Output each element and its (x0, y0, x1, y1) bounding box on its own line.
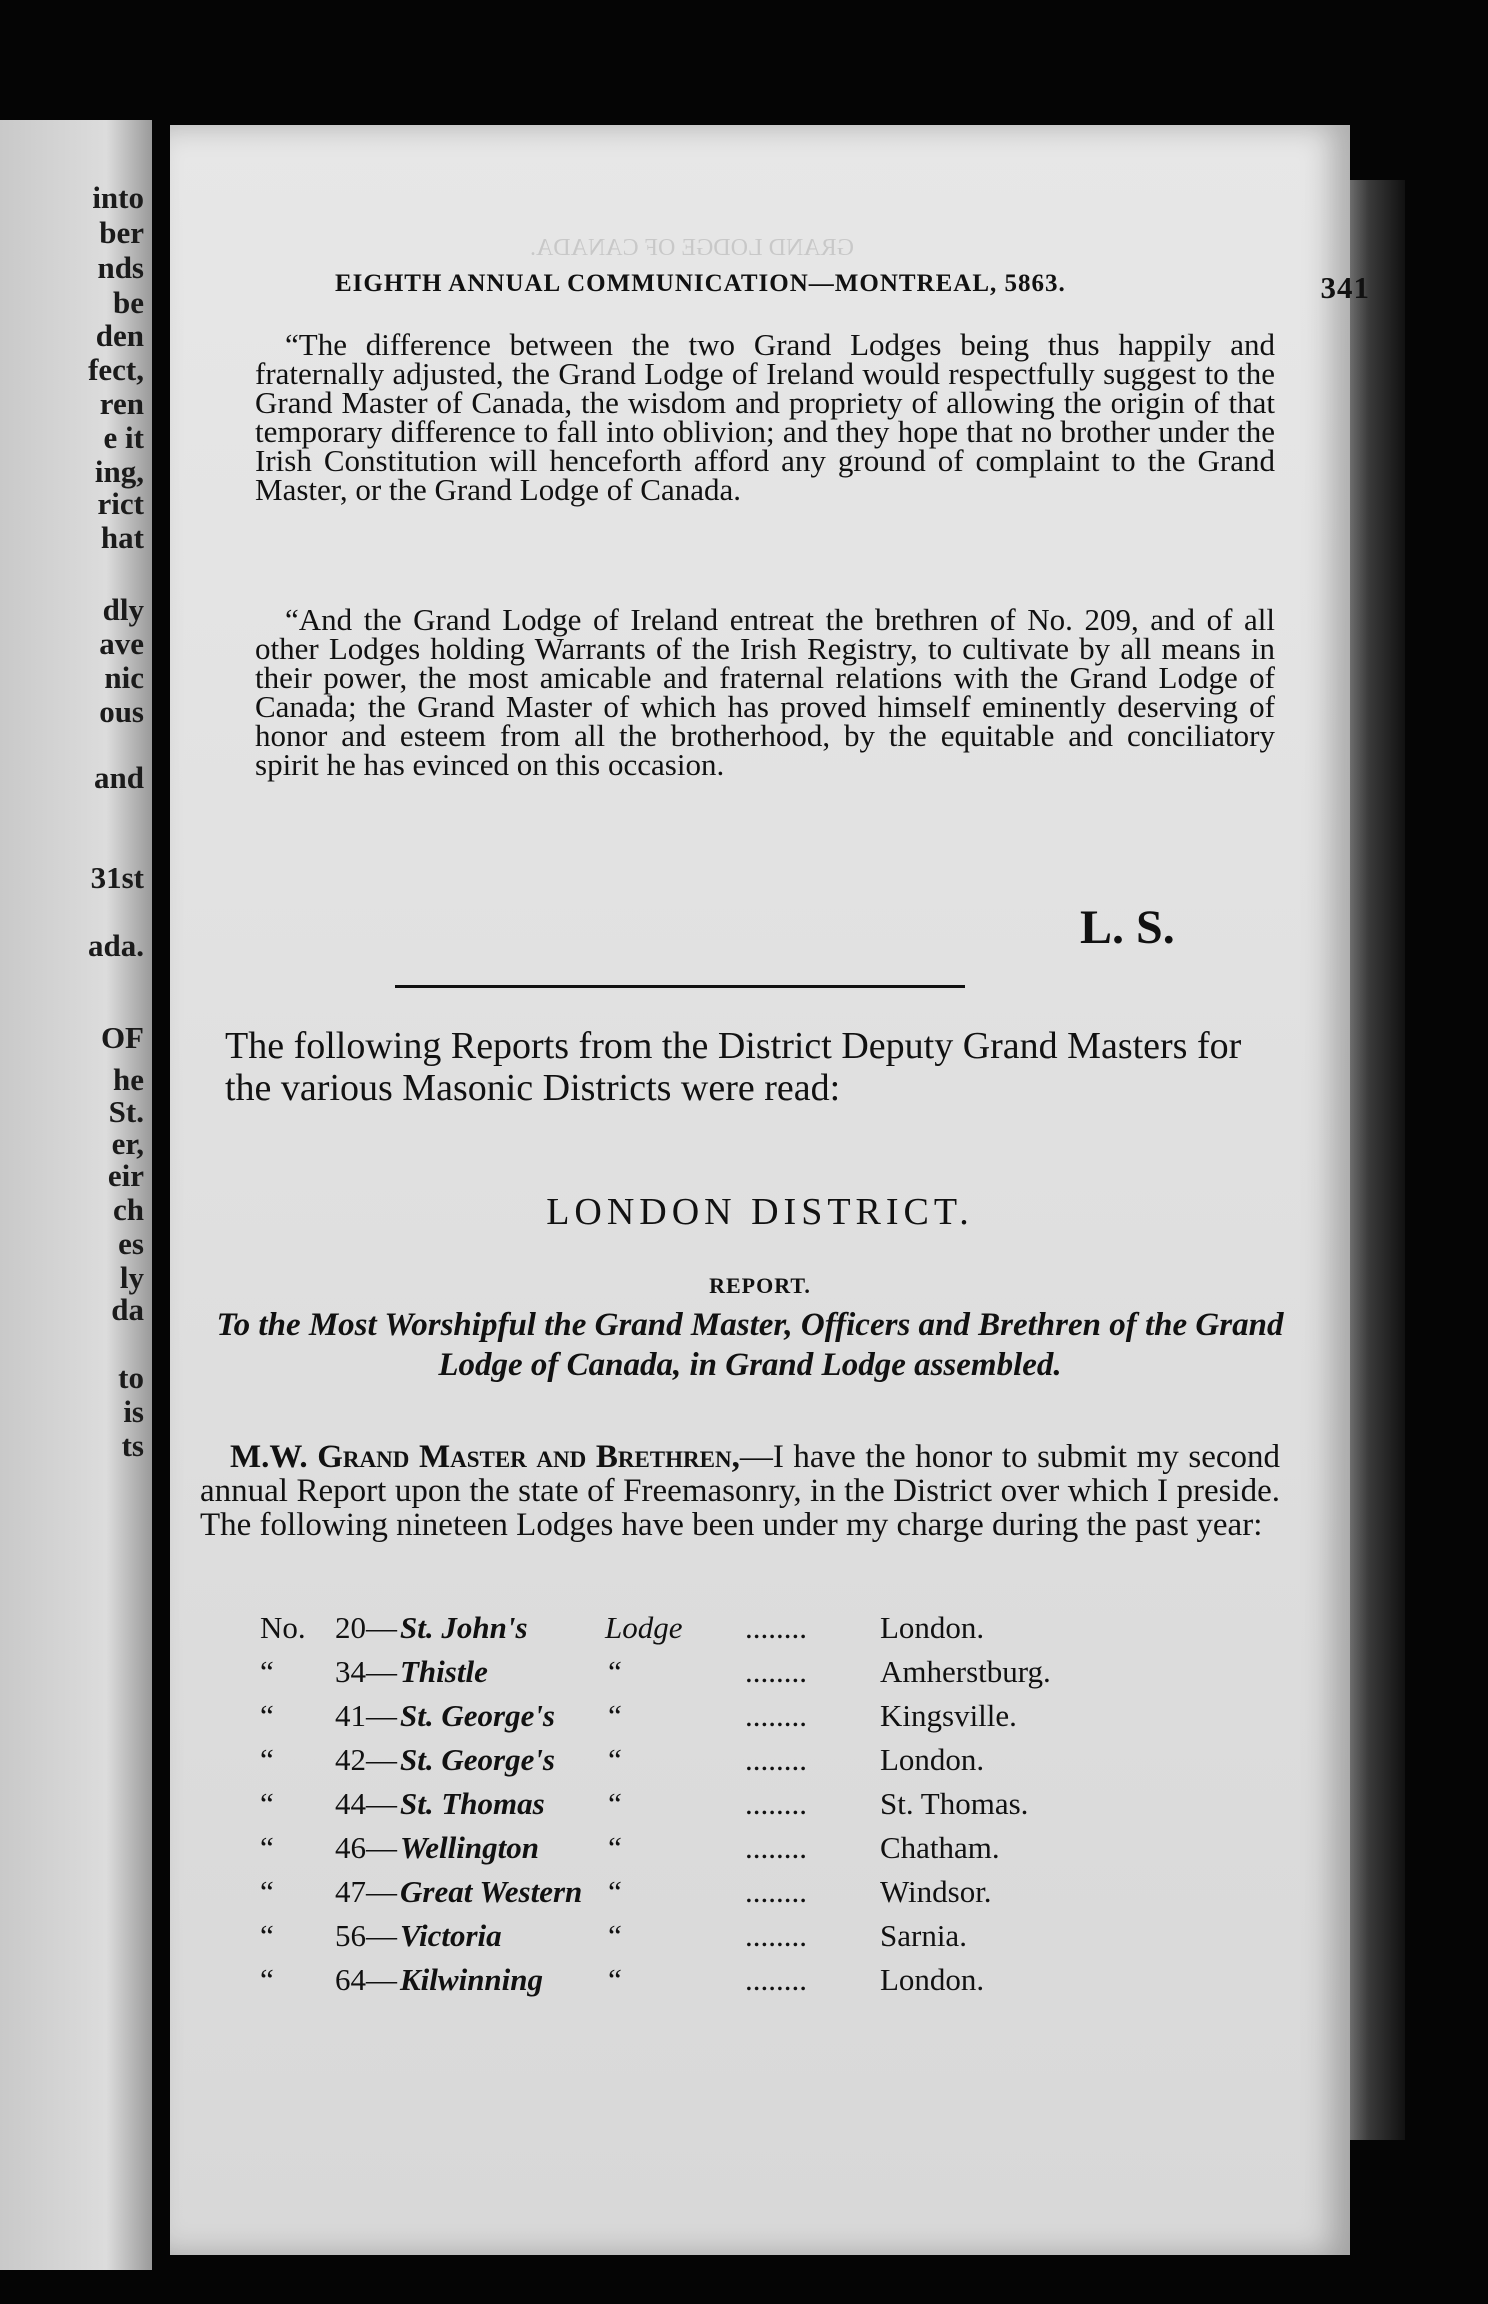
ditto-mark: “ (605, 1962, 623, 1997)
left-page-text-fragment: nic (104, 660, 144, 695)
ditto-mark: “ (605, 1918, 623, 1953)
left-page-text-fragment: da (111, 1292, 144, 1327)
lodge-row (260, 1610, 1260, 1654)
lodge-place: Sarnia. (880, 1918, 967, 1953)
leader-dots: ........ (745, 1698, 807, 1733)
lodge-number: 34— (335, 1654, 397, 1689)
page-number: 341 (1320, 270, 1370, 305)
lodge-row (260, 1918, 1260, 1962)
ditto-mark: “ (260, 1698, 274, 1733)
left-page-text-fragment: ber (99, 215, 144, 250)
left-page-text-fragment: eir (107, 1158, 144, 1193)
left-page-text-fragment: is (123, 1394, 144, 1429)
lodge-name: Thistle (400, 1654, 488, 1689)
left-page-text-fragment: OF (100, 1020, 144, 1055)
ditto-mark: “ (605, 1654, 623, 1689)
left-page-text-fragment: hat (100, 520, 144, 555)
left-page-text-fragment: ous (99, 694, 144, 729)
quoted-paragraph-2: “And the Grand Lodge of Ireland entreat the brethren of No. 209, and of all other Lodges holding Warrants of the Irish Registry, to cultivate by all means in their power, the most amicable and fraternal relations with the Grand Lodge of Canada; the Grand Master of which has proved himself eminently deserving of honor and esteem from all the brotherhood, by the equitable and conciliatory spirit he has evinced on this occasion. (255, 602, 1275, 782)
lodge-place: St. Thomas. (880, 1786, 1029, 1821)
intro-text: The following Reports from the District Deputy Grand Masters for the various Masonic Districts were read: (225, 1025, 1242, 1109)
left-page-text-fragment: er, (111, 1126, 144, 1161)
left-page-text-fragment: ch (113, 1192, 144, 1227)
district-title: LONDON DISTRICT. (546, 1191, 974, 1233)
leader-dots: ........ (745, 1742, 807, 1777)
leader-dots: ........ (745, 1830, 807, 1865)
leader-dots: ........ (745, 1918, 807, 1953)
lodge-number: 64— (335, 1962, 397, 1997)
lodge-name: Wellington (400, 1830, 539, 1865)
lodge-place: Chatham. (880, 1830, 1000, 1865)
report-label: REPORT. (709, 1273, 811, 1298)
lodge-name: St. George's (400, 1742, 555, 1777)
salutation-lead: M.W. Grand Master and Brethren, (230, 1439, 740, 1475)
running-head-title: EIGHTH ANNUAL COMMUNICATION—MONTREAL, 5863. (335, 270, 1066, 297)
ditto-mark: “ (260, 1654, 274, 1689)
lodge-name: St. Thomas (400, 1786, 545, 1821)
left-page-text-fragment: St. (108, 1094, 144, 1129)
left-page-text-fragment: den (95, 318, 144, 353)
lodge-row (260, 1830, 1260, 1874)
seal-mark: L. S. (1080, 901, 1175, 954)
ditto-mark: “ (605, 1698, 623, 1733)
left-page-text-fragment: into (92, 180, 144, 215)
address-line: To the Most Worshipful the Grand Master, Officers and Brethren of the Grand Lodge of Canada, in Grand Lodge assembled. (216, 1307, 1284, 1383)
left-page-text-fragment: e it (103, 420, 144, 455)
ditto-mark: “ (260, 1962, 274, 1997)
ditto-mark: “ (605, 1874, 623, 1909)
lodge-row (260, 1698, 1260, 1742)
ditto-mark: “ (260, 1742, 274, 1777)
lodge-row (260, 1742, 1260, 1786)
lodge-name: St. John's (400, 1610, 528, 1645)
lodge-number: 20— (335, 1610, 397, 1645)
lodge-number: 44— (335, 1786, 397, 1821)
bleed-through-text: GRAND LODGE OF CANADA. (530, 235, 854, 261)
lodge-list (260, 1610, 1260, 2006)
left-page-text-fragment: dly (102, 592, 144, 627)
lodge-name: Great Western (400, 1874, 583, 1909)
salutation-body: —I have the honor to submit my second annual Report upon the state of Freemasonry, in the District over which I preside. The following nineteen Lodges have been under my charge during the past year: (200, 1439, 1280, 1543)
lodge-name: Kilwinning (400, 1962, 544, 1997)
no-label: No. (260, 1610, 306, 1645)
left-page-text-fragment: fect, (88, 352, 144, 387)
left-page-text-fragment: ave (99, 626, 144, 661)
lodge-name: Victoria (400, 1918, 502, 1953)
running-head (335, 270, 1370, 306)
ditto-mark: “ (605, 1742, 623, 1777)
leader-dots: ........ (745, 1874, 807, 1909)
page-edge (1345, 180, 1405, 2140)
ditto-mark: “ (260, 1830, 274, 1865)
left-page-text-fragment: ing, (94, 454, 144, 489)
left-page-text-fragment: be (113, 285, 144, 320)
left-page-text-fragment: he (113, 1062, 144, 1097)
ditto-mark: “ (260, 1918, 274, 1953)
left-page-fragment (0, 120, 152, 2270)
lodge-number: 56— (335, 1918, 397, 1953)
lodge-word: Lodge (605, 1610, 683, 1645)
salutation-paragraph (200, 1440, 1280, 1542)
lodge-place: London. (880, 1962, 985, 1997)
lodge-place: Amherstburg. (880, 1654, 1051, 1689)
left-page-text-fragment: and (94, 760, 144, 795)
lodge-row (260, 1786, 1260, 1830)
lodge-number: 47— (335, 1874, 397, 1909)
left-page-text-fragment: rict (97, 486, 144, 521)
ditto-mark: “ (605, 1786, 623, 1821)
lodge-number: 41— (335, 1698, 397, 1733)
lodge-row (260, 1654, 1260, 1698)
left-page-text-fragment: to (118, 1360, 144, 1395)
left-page-text-fragment: 31st (90, 860, 144, 895)
lodge-place: London. (880, 1610, 985, 1645)
left-page-text-fragment: nds (97, 250, 144, 285)
left-page-text-fragment: ren (99, 386, 144, 421)
lodge-place: Kingsville. (880, 1698, 1017, 1733)
lodge-place: Windsor. (880, 1874, 992, 1909)
lodge-row (260, 1874, 1260, 1918)
lodge-place: London. (880, 1742, 985, 1777)
lodge-number: 46— (335, 1830, 397, 1865)
leader-dots: ........ (745, 1610, 807, 1645)
lodge-row (260, 1962, 1260, 2006)
ditto-mark: “ (260, 1786, 274, 1821)
left-page-text-fragment: ly (119, 1260, 144, 1295)
lodge-number: 42— (335, 1742, 397, 1777)
book-page (170, 125, 1370, 2255)
leader-dots: ........ (745, 1962, 807, 1997)
left-page-text-fragment: ada. (88, 928, 144, 963)
left-page-text-fragment: ts (121, 1428, 144, 1463)
quoted-paragraph-1: “The difference between the two Grand Lodges being thus happily and fraternally adjusted, the Grand Lodge of Ireland would respectfully suggest to the Grand Master of Canada, the wisdom and propriety of allowing the origin of that temporary difference to fall into oblivion; and they hope that no brother under the Irish Constitution will henceforth afford any ground of complaint to the Grand Master, or the Grand Lodge of Canada. (255, 327, 1275, 507)
leader-dots: ........ (745, 1786, 807, 1821)
ditto-mark: “ (605, 1830, 623, 1865)
section-divider (395, 985, 965, 988)
leader-dots: ........ (745, 1654, 807, 1689)
lodge-name: St. George's (400, 1698, 555, 1733)
left-page-text-fragment: es (118, 1226, 144, 1261)
ditto-mark: “ (260, 1874, 274, 1909)
